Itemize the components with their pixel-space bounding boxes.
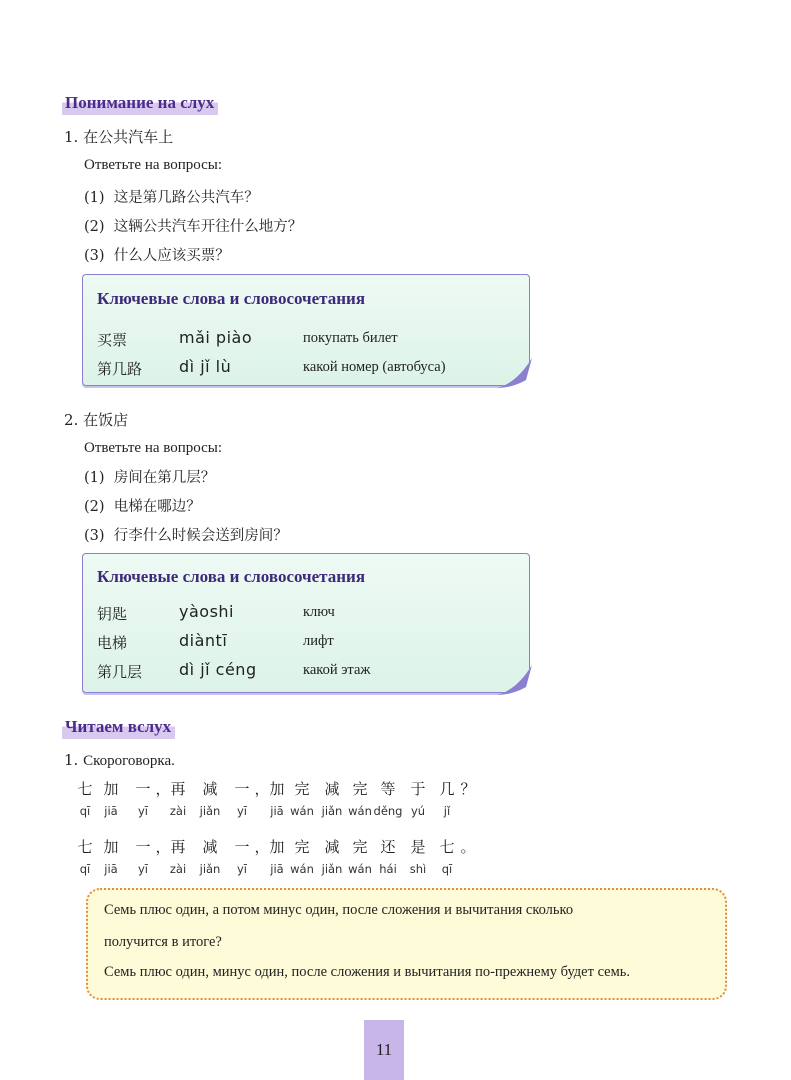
twister-hanzi: 一 [135, 780, 151, 798]
keyword-ru: лифт [303, 633, 334, 649]
twister-pinyin: wán [348, 804, 372, 818]
twister-pinyin: jiǎn [199, 862, 221, 876]
twister-hanzi: 完 [294, 780, 310, 798]
twister-pinyin: jiā [270, 804, 284, 818]
question-prompt: Ответьте на вопросы: [84, 157, 223, 173]
section-title-listening: Понимание на слух [62, 92, 218, 115]
twister-hanzi: 减 [324, 838, 340, 856]
twister-hanzi: ， [254, 780, 270, 798]
twister-hanzi: 一 [135, 838, 151, 856]
twister-pinyin: hái [379, 862, 397, 876]
twister-pinyin: qī [441, 862, 453, 876]
twister-hanzi: 减 [202, 838, 218, 856]
question-1-3: (3) 什么人应该买票？ [84, 248, 230, 264]
twister-hanzi: 完 [352, 838, 368, 856]
page-number: 11 [364, 1020, 404, 1080]
page-curl-icon [496, 358, 532, 388]
reading-item-heading [64, 751, 175, 770]
twister-pinyin: jiā [104, 804, 118, 818]
twister-pinyin: yī [236, 862, 247, 876]
keyword-zh: 第几路 [97, 360, 143, 378]
keyword-ru: ключ [303, 604, 335, 620]
twister-hanzi: 七 [439, 838, 455, 856]
item-title: 在公共汽车上 [83, 128, 174, 146]
twister-hanzi: 再 [170, 780, 186, 798]
twister-hanzi: 一 [234, 780, 250, 798]
twister-hanzi: 一 [234, 838, 250, 856]
question-2-2: (2) 电梯在哪边？ [84, 499, 201, 515]
question-1-2: (2) 这辆公共汽车开往什么地方？ [84, 219, 303, 235]
translation-line: Семь плюс один, а потом минус один, после сложения и вычитания сколько [104, 902, 574, 918]
twister-hanzi: 加 [269, 838, 285, 856]
twister-hanzi: ？ [460, 780, 476, 798]
twister-pinyin: yī [137, 862, 148, 876]
item-1-heading [64, 126, 173, 147]
twister-pinyin: zài [169, 862, 187, 876]
twister-pinyin: jiǎn [321, 804, 343, 818]
twister-hanzi: 七 [77, 780, 93, 798]
twister-hanzi: 。 [460, 838, 476, 856]
twister-pinyin: yú [410, 804, 426, 818]
item-number: 1. [64, 128, 79, 146]
keywords-card-title: Ключевые слова и словосочетания [97, 289, 366, 308]
twister-pinyin: jiā [270, 862, 284, 876]
item-number: 2. [64, 411, 79, 429]
item-title: Скороговорка. [83, 753, 175, 769]
twister-pinyin: jǐ [443, 804, 451, 818]
keyword-zh: 电梯 [97, 634, 128, 652]
translation-line: получится в итоге? [104, 934, 222, 950]
twister-pinyin: wán [290, 804, 314, 818]
twister-hanzi: 加 [269, 780, 285, 798]
twister-hanzi: 完 [294, 838, 310, 856]
twister-pinyin: wán [348, 862, 372, 876]
page-curl-icon [496, 665, 532, 695]
question-1-1: (1) 这是第几路公共汽车？ [84, 190, 259, 206]
question-2-3: (3) 行李什么时候会送到房间？ [84, 528, 288, 544]
question-2-1: (1) 房间在第几层？ [84, 470, 216, 486]
twister-pinyin: jiā [104, 862, 118, 876]
keyword-pinyin: mǎi piào [179, 328, 253, 347]
keyword-zh: 买票 [97, 331, 128, 349]
keyword-pinyin: yàoshi [179, 602, 234, 621]
twister-hanzi: ， [155, 780, 171, 798]
keyword-zh: 钥匙 [97, 605, 128, 623]
twister-hanzi: 完 [352, 780, 368, 798]
twister-hanzi: 加 [103, 780, 119, 798]
keyword-ru: покупать билет [303, 330, 398, 346]
twister-hanzi: 再 [170, 838, 186, 856]
keyword-ru: какой номер (автобуса) [303, 359, 446, 375]
twister-pinyin: qī [79, 804, 91, 818]
twister-pinyin: yī [236, 804, 247, 818]
twister-hanzi: 于 [410, 780, 426, 798]
twister-pinyin: jiǎn [321, 862, 343, 876]
question-prompt: Ответьте на вопросы: [84, 440, 223, 456]
keyword-ru: какой этаж [303, 662, 371, 678]
keyword-pinyin: dì jǐ céng [179, 660, 257, 679]
twister-hanzi: 减 [202, 780, 218, 798]
twister-pinyin: zài [169, 804, 187, 818]
translation-line: Семь плюс один, минус один, после сложения и вычитания по-прежнему будет семь. [104, 964, 631, 980]
keywords-card-2 [82, 553, 530, 693]
item-number: 1. [64, 751, 79, 769]
twister-pinyin: wán [290, 862, 314, 876]
twister-hanzi: 是 [410, 838, 426, 856]
twister-hanzi: 等 [380, 780, 396, 798]
item-2-heading [64, 409, 128, 430]
twister-hanzi: 七 [77, 838, 93, 856]
keyword-pinyin: dì jǐ lù [179, 357, 232, 376]
twister-hanzi: ， [155, 838, 171, 856]
keyword-pinyin: diàntī [179, 631, 228, 650]
keywords-card-1 [82, 274, 530, 386]
twister-hanzi: 还 [380, 838, 396, 856]
keyword-zh: 第几层 [97, 663, 143, 681]
item-title: 在饭店 [83, 411, 129, 429]
translation-note [86, 888, 727, 1000]
twister-pinyin: shì [409, 862, 427, 876]
twister-hanzi: 加 [103, 838, 119, 856]
section-title-reading: Читаем вслух [62, 716, 175, 739]
twister-hanzi: ， [254, 838, 270, 856]
twister-pinyin: děng [373, 804, 403, 818]
keywords-card-title: Ключевые слова и словосочетания [97, 567, 366, 586]
twister-pinyin: qī [79, 862, 91, 876]
twister-hanzi: 几 [439, 780, 455, 798]
twister-hanzi: 减 [324, 780, 340, 798]
twister-pinyin: jiǎn [199, 804, 221, 818]
twister-pinyin: yī [137, 804, 148, 818]
